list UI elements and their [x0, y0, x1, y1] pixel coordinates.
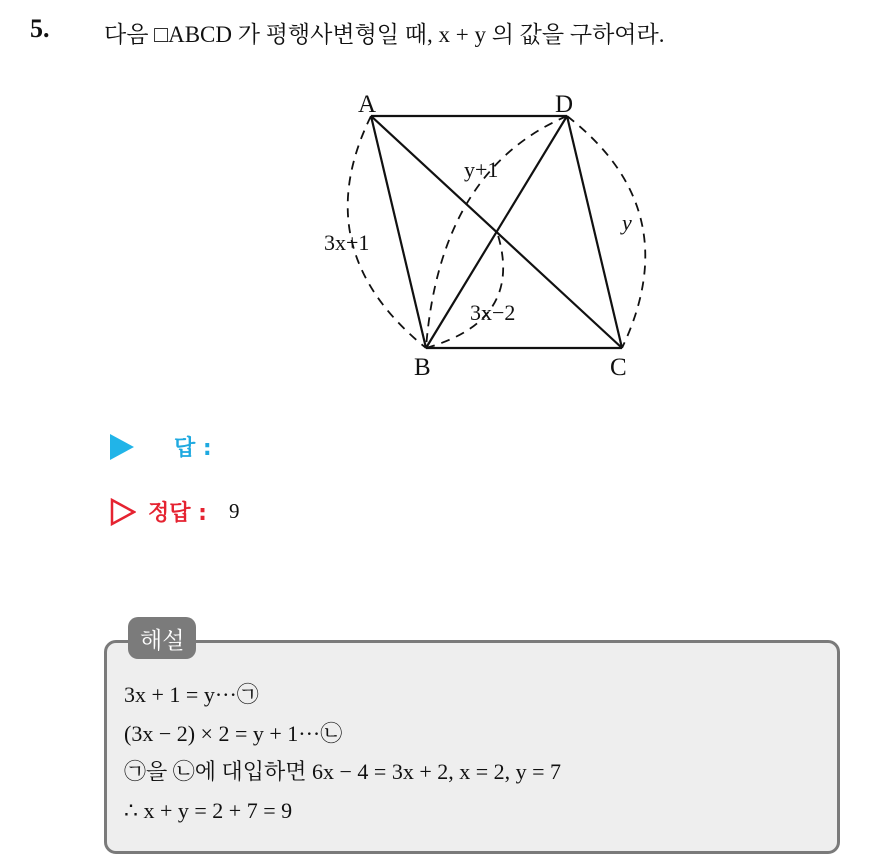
- answer-row: [110, 431, 212, 462]
- solution-line-4: ∴ x + y = 2 + 7 = 9: [124, 797, 293, 823]
- outline-triangle-icon: [110, 498, 136, 526]
- parallelogram-figure: [290, 80, 670, 390]
- solution-line-1: 3x + 1 = y···㉠: [124, 682, 259, 707]
- answer-label: 답 :: [174, 436, 212, 461]
- vertex-b: B: [414, 354, 431, 381]
- correct-answer-label: 정답 :: [148, 501, 207, 526]
- label-do: y+1: [464, 157, 499, 182]
- arc-dc: [567, 116, 645, 348]
- label-ab: 3x+1: [324, 230, 370, 255]
- play-triangle-icon: [110, 434, 134, 460]
- edge-ab: [371, 116, 426, 348]
- solution-lines: [124, 676, 561, 830]
- question-number: 5.: [30, 14, 50, 43]
- solution-line-3: ㉠을 ㉡에 대입하면 6x − 4 = 3x + 2, x = 2, y = 7: [124, 759, 562, 784]
- label-bo: 3x−2: [470, 300, 516, 325]
- question-text: 다음 □ABCD 가 평행사변형일 때, x + y 의 값을 구하여라.: [104, 22, 665, 47]
- vertex-c: C: [610, 354, 627, 381]
- solution-tag: 해설: [128, 617, 196, 659]
- label-dc: y: [622, 210, 632, 235]
- edge-dc: [567, 116, 622, 348]
- vertex-a: A: [358, 91, 377, 118]
- correct-answer-value: 9: [228, 499, 240, 523]
- solution-line-2: (3x − 2) × 2 = y + 1···㉡: [124, 720, 343, 746]
- vertex-d: D: [555, 91, 574, 118]
- correct-answer-row: [110, 496, 239, 527]
